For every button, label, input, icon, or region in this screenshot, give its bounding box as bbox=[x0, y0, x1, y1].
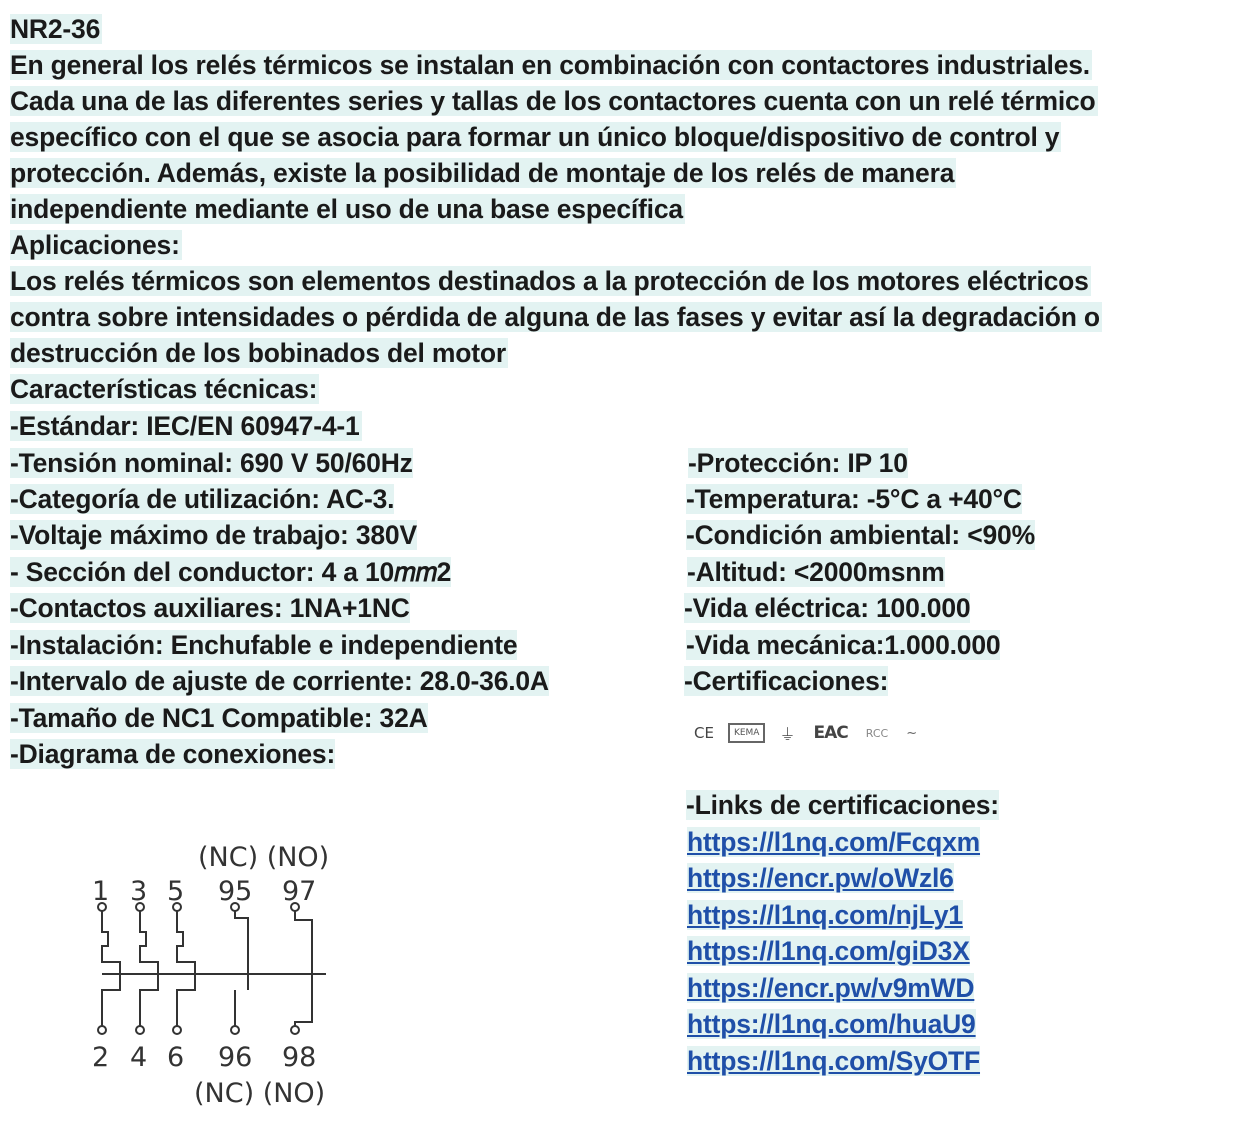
intro-line bbox=[10, 48, 1092, 82]
link-text[interactable]: https://l1nq.com/giD3X bbox=[687, 936, 970, 966]
certification-link[interactable] bbox=[687, 971, 974, 1005]
diagram-terminal-label: 2 bbox=[92, 1042, 110, 1073]
ground-symbol-icon: ⏚ bbox=[779, 724, 796, 744]
spec-text: -Intervalo de ajuste de corriente: 28.0-36.0A bbox=[10, 666, 549, 696]
diagram-terminal-label: 96 bbox=[218, 1042, 253, 1073]
diagram-top-labels: (NC) (NO) bbox=[198, 842, 330, 873]
intro-line bbox=[10, 156, 956, 190]
diagram-terminal-label: 4 bbox=[130, 1042, 148, 1073]
intro-line bbox=[10, 192, 685, 226]
link-text[interactable]: https://l1nq.com/huaU9 bbox=[687, 1009, 976, 1039]
title-text: NR2-36 bbox=[10, 14, 101, 44]
applications-line bbox=[10, 336, 508, 370]
applications-text: Los relés térmicos son elementos destinados a la protección de los motores eléctricos bbox=[10, 266, 1089, 296]
spec-text: -Condición ambiental: <90% bbox=[686, 520, 1035, 550]
diagram-terminal-label: 95 bbox=[218, 876, 253, 907]
connection-diagram bbox=[90, 840, 370, 1120]
spec-text: -Instalación: Enchufable e independiente bbox=[10, 630, 518, 660]
certification-link[interactable] bbox=[687, 861, 954, 895]
rcc-mark-icon: RCC bbox=[865, 726, 889, 740]
spec-right-item bbox=[684, 664, 888, 698]
spec-text: -Categoría de utilización: AC-3. bbox=[10, 484, 395, 514]
diagram-terminal-label: 5 bbox=[167, 876, 185, 907]
terminal-circle bbox=[231, 1026, 239, 1034]
spec-text: -Diagrama de conexiones: bbox=[10, 739, 336, 769]
spec-text: -Vida eléctrica: 100.000 bbox=[684, 593, 971, 623]
link-text[interactable]: https://l1nq.com/Fcqxm bbox=[687, 827, 981, 857]
intro-line bbox=[10, 120, 1061, 154]
terminal-circle bbox=[98, 1026, 106, 1034]
spec-right-item bbox=[686, 628, 1000, 662]
spec-text: -Contactos auxiliares: 1NA+1NC bbox=[10, 593, 410, 623]
specs-heading bbox=[10, 372, 319, 406]
spec-right-item bbox=[686, 518, 1035, 552]
spec-left-item bbox=[10, 446, 413, 480]
eac-mark-icon: EAC bbox=[813, 723, 848, 743]
no-contact-line bbox=[295, 911, 312, 1026]
diagram-terminal-label: 97 bbox=[282, 876, 317, 907]
spec-text: -Certificaciones: bbox=[684, 666, 889, 696]
links-heading bbox=[686, 788, 999, 822]
link-text[interactable]: https://l1nq.com/SyOTF bbox=[687, 1046, 981, 1076]
spec-left-item bbox=[10, 664, 549, 698]
spec-right-item bbox=[687, 555, 945, 589]
applications-text: contra sobre intensidades o pérdida de alguna de las fases y evitar así la degradación o bbox=[10, 302, 1100, 332]
diagram-terminal-label: 6 bbox=[167, 1042, 185, 1073]
terminal-circle bbox=[291, 1026, 299, 1034]
spec-left-item bbox=[10, 518, 417, 552]
spec-right-item bbox=[688, 446, 908, 480]
spec-right-item bbox=[684, 591, 970, 625]
intro-text: protección. Además, existe la posibilidad de montaje de los relés de manera bbox=[10, 158, 955, 188]
applications-heading bbox=[10, 228, 182, 262]
specs-heading-text: Características técnicas: bbox=[10, 374, 318, 404]
document-title bbox=[10, 12, 102, 46]
spec-text: - Sección del conductor: 4 a 10𝑚𝑚2 bbox=[10, 557, 452, 587]
spec-left-item bbox=[10, 628, 517, 662]
diagram-terminal-label: 1 bbox=[92, 876, 110, 907]
intro-line bbox=[10, 84, 1098, 118]
link-text[interactable]: https://encr.pw/v9mWD bbox=[687, 973, 975, 1003]
intro-text: independiente mediante el uso de una base específica bbox=[10, 194, 683, 224]
applications-text: destrucción de los bobinados del motor bbox=[10, 338, 506, 368]
spec-right-item bbox=[686, 482, 1022, 516]
intro-text: Cada una de las diferentes series y tallas de los contactores cuenta con un relé térmico bbox=[10, 86, 1096, 116]
terminal-circle bbox=[173, 1026, 181, 1034]
certification-link[interactable] bbox=[687, 1007, 976, 1041]
diagram-terminal-label: 98 bbox=[282, 1042, 317, 1073]
spec-text: -Temperatura: -5°C a +40°C bbox=[686, 484, 1022, 514]
diagram-terminal-label: 3 bbox=[130, 876, 148, 907]
terminal-circle bbox=[136, 1026, 144, 1034]
spec-standard bbox=[10, 409, 362, 443]
spec-text: -Tamaño de NC1 Compatible: 32A bbox=[10, 703, 428, 733]
spec-left-item bbox=[10, 591, 410, 625]
certification-link[interactable] bbox=[687, 825, 980, 859]
diagram-bottom-labels: (NC) (NO) bbox=[194, 1078, 326, 1109]
spec-text: -Tensión nominal: 690 V 50/60Hz bbox=[10, 448, 413, 478]
other-mark-icon: ~ bbox=[906, 725, 918, 741]
spec-standard-text: -Estándar: IEC/EN 60947-4-1 bbox=[10, 411, 360, 441]
ccc-mark-icon: KEMA bbox=[728, 723, 766, 743]
spec-left-item bbox=[10, 737, 335, 771]
spec-text: -Voltaje máximo de trabajo: 380V bbox=[10, 520, 417, 550]
certification-link[interactable] bbox=[687, 934, 970, 968]
pole-line bbox=[102, 911, 120, 1026]
applications-heading-text: Aplicaciones: bbox=[10, 230, 180, 260]
spec-left-item bbox=[10, 701, 428, 735]
ce-mark-icon: CE bbox=[694, 724, 714, 742]
spec-left-item bbox=[10, 482, 394, 516]
certification-link[interactable] bbox=[687, 1044, 980, 1078]
applications-line bbox=[10, 264, 1091, 298]
applications-line bbox=[10, 300, 1102, 334]
nc-contact-line bbox=[235, 911, 248, 1026]
spec-text: -Altitud: <2000msnm bbox=[687, 557, 945, 587]
pole-line bbox=[177, 911, 195, 1026]
link-text[interactable]: https://l1nq.com/njLy1 bbox=[687, 900, 963, 930]
links-heading-text: -Links de certificaciones: bbox=[686, 790, 999, 820]
certification-marks bbox=[690, 718, 990, 748]
spec-text: -Protección: IP 10 bbox=[688, 448, 908, 478]
link-text[interactable]: https://encr.pw/oWzl6 bbox=[687, 863, 954, 893]
spec-text: -Vida mecánica:1.000.000 bbox=[686, 630, 1001, 660]
certification-link[interactable] bbox=[687, 898, 963, 932]
intro-text: En general los relés térmicos se instalan en combinación con contactores industriales. bbox=[10, 50, 1090, 80]
intro-text: específico con el que se asocia para formar un único bloque/dispositivo de control y bbox=[10, 122, 1060, 152]
pole-line bbox=[140, 911, 158, 1026]
spec-left-item bbox=[10, 555, 451, 589]
